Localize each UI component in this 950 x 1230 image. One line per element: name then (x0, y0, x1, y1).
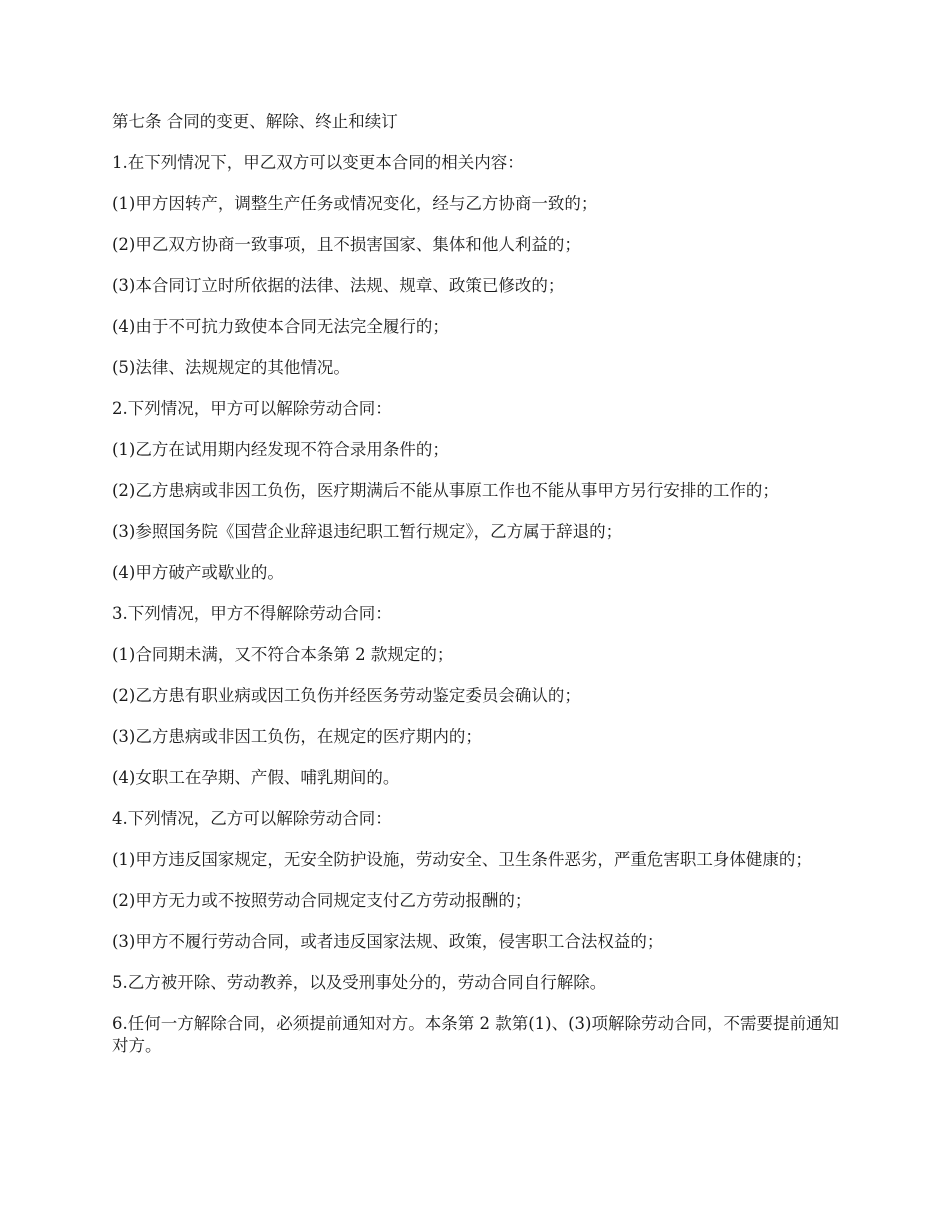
paragraph: 6.任何一方解除合同，必须提前通知对方。本条第 2 款第(1)、(3)项解除劳动合同，不需要提前通知对方。 (112, 1014, 839, 1055)
paragraph: (3)乙方患病或非因工负伤，在规定的医疗期内的； (112, 727, 482, 746)
paragraph: (3)甲方不履行劳动合同，或者违反国家法规、政策，侵害职工合法权益的； (112, 932, 664, 951)
paragraph: (2)甲乙双方协商一致事项，且不损害国家、集体和他人利益的； (112, 235, 581, 254)
paragraph: 3.下列情况，甲方不得解除劳动合同： (112, 604, 392, 623)
paragraph: (4)甲方破产或歇业的。 (112, 563, 284, 582)
paragraph: (3)参照国务院《国营企业辞退违纪职工暂行规定》，乙方属于辞退的； (112, 522, 623, 541)
paragraph: 4.下列情况，乙方可以解除劳动合同： (112, 809, 392, 828)
paragraph: (1)乙方在试用期内经发现不符合录用条件的； (112, 440, 449, 459)
paragraph: (4)女职工在孕期、产假、哺乳期间的。 (112, 768, 400, 787)
article-heading: 第七条 合同的变更、解除、终止和续订 (112, 112, 398, 131)
paragraph: (1)甲方违反国家规定，无安全防护设施，劳动安全、卫生条件恶劣，严重危害职工身体健康的； (112, 850, 812, 869)
paragraph: (5)法律、法规规定的其他情况。 (112, 358, 350, 377)
paragraph: 1.在下列情况下，甲乙双方可以变更本合同的相关内容： (112, 153, 524, 172)
paragraph: 5.乙方被开除、劳动教养，以及受刑事处分的，劳动合同自行解除。 (112, 973, 607, 992)
paragraph: 2.下列情况，甲方可以解除劳动合同： (112, 399, 392, 418)
paragraph: (2)乙方患病或非因工负伤，医疗期满后不能从事原工作也不能从事甲方另行安排的工作的； (112, 481, 779, 500)
paragraph: (2)甲方无力或不按照劳动合同规定支付乙方劳动报酬的； (112, 891, 532, 910)
document-body (112, 111, 842, 1076)
paragraph: (4)由于不可抗力致使本合同无法完全履行的； (112, 317, 449, 336)
paragraph: (1)甲方因转产，调整生产任务或情况变化，经与乙方协商一致的； (112, 194, 598, 213)
paragraph: (1)合同期未满，又不符合本条第 2 款规定的； (112, 645, 454, 664)
paragraph: (3)本合同订立时所依据的法律、法规、规章、政策已修改的； (112, 276, 565, 295)
paragraph: (2)乙方患有职业病或因工负伤并经医务劳动鉴定委员会确认的； (112, 686, 581, 705)
